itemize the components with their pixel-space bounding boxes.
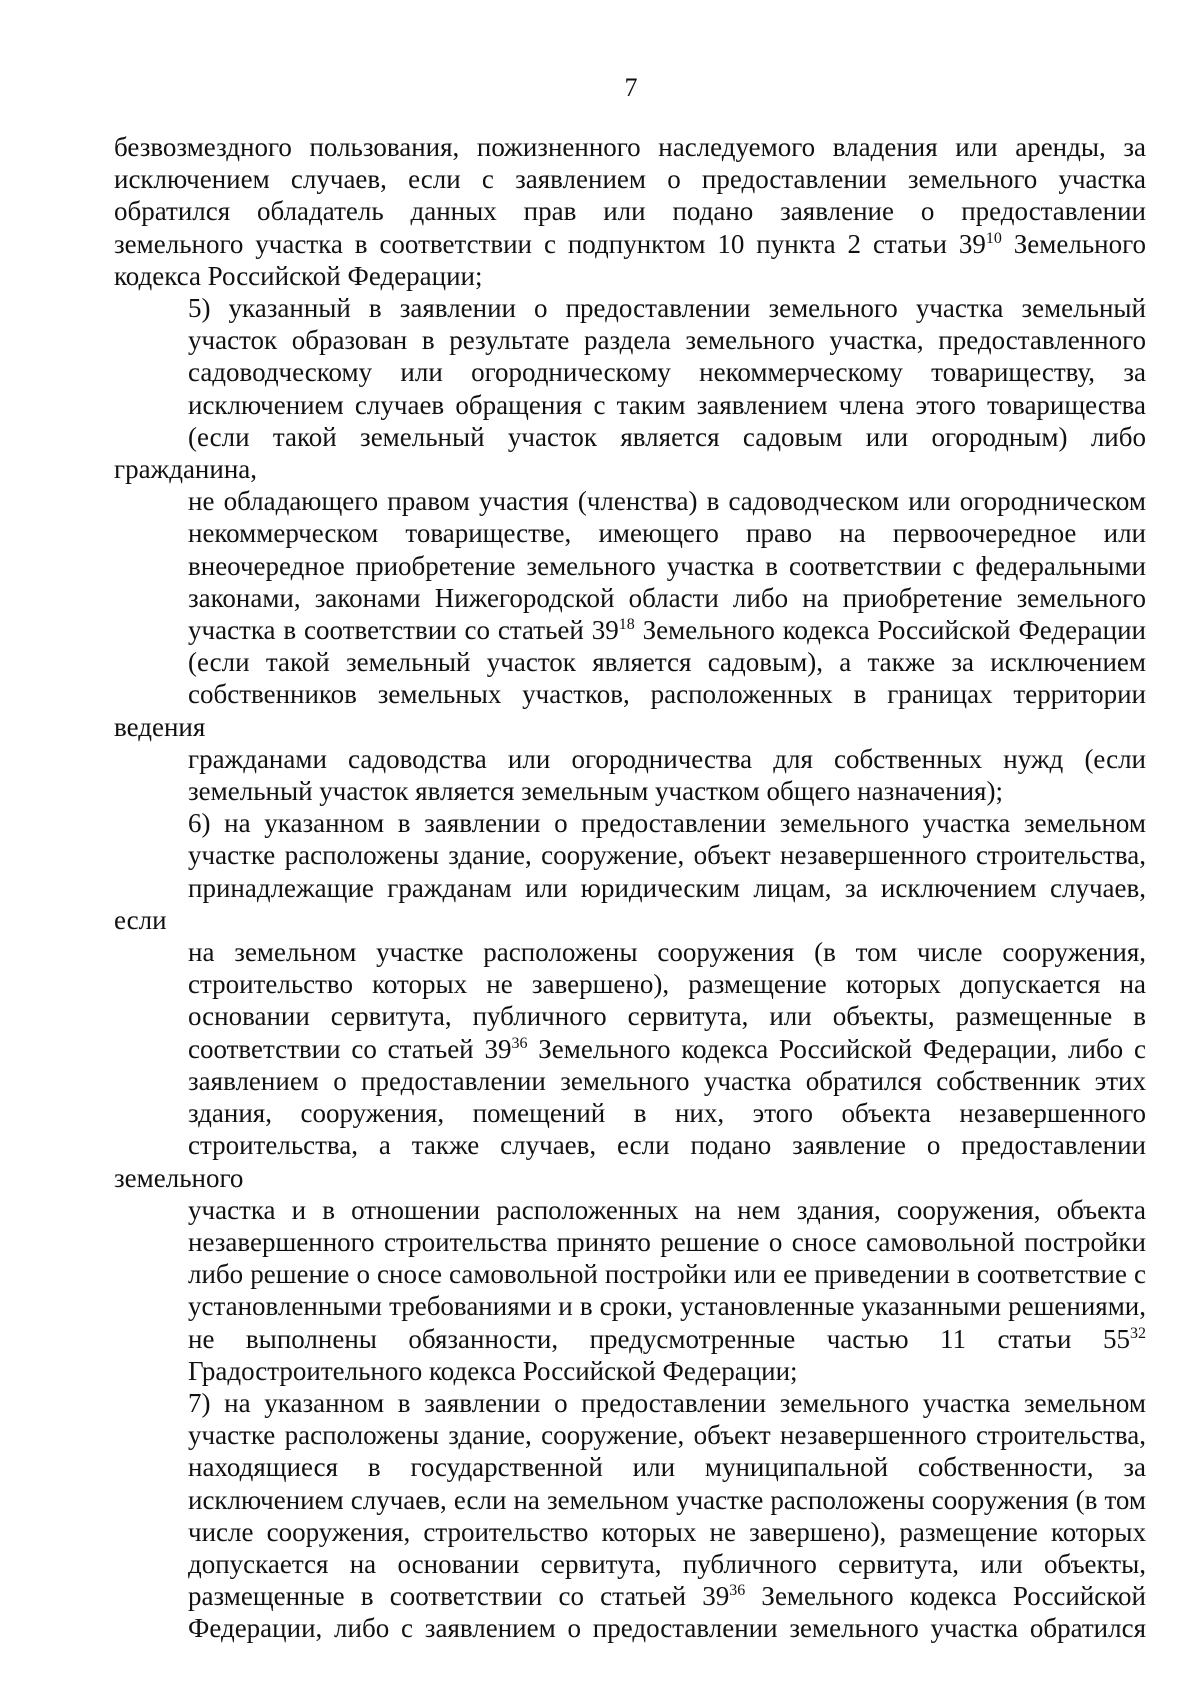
line-text: на земельном участке расположены сооружения (в том числе сооружения,	[188, 937, 1146, 968]
text-line	[114, 872, 1146, 936]
line-text: участка и в отношении расположенных на нем здания, сооружения, объекта	[188, 1194, 1146, 1225]
page-number: 7	[624, 73, 638, 102]
line-text: безвозмездного пользования, пожизненного наследуемого владения или аренды, за	[114, 132, 1146, 162]
text-line	[114, 1516, 1146, 1548]
line-text: участке расположены здание, сооружение, объект незавершенного строительства,	[188, 1420, 1146, 1451]
line-text: исключением случаев, если с заявлением о предоставлении земельного участка	[114, 164, 1146, 195]
text-line	[114, 1387, 1146, 1419]
text-line	[114, 163, 1146, 195]
document-body	[114, 131, 1146, 1645]
text-line	[114, 614, 1146, 646]
line-text: заявлением о предоставлении земельного участка обратился собственник этих	[188, 1065, 1146, 1096]
line-text: здания, сооружения, помещений в них, этого объекта незавершенного	[188, 1098, 1146, 1129]
text-line	[114, 1129, 1146, 1193]
text-line	[114, 839, 1146, 871]
superscript: 10	[985, 229, 1002, 247]
paragraph-4	[114, 1387, 1146, 1645]
line-text: участок образован в результате раздела земельного участка, предоставленного	[188, 325, 1146, 356]
line-text: (если такой земельный участок является садовым), а также за исключением	[188, 647, 1146, 678]
text-line	[114, 582, 1146, 614]
line-text: размещенные в соответствии со статьей 39	[188, 1581, 730, 1612]
text-line	[114, 1548, 1146, 1580]
text-line	[114, 968, 1146, 1000]
line-text: некоммерческом товариществе, имеющего право на первоочередное или	[188, 518, 1146, 549]
superscript: 36	[511, 1034, 528, 1052]
text-line	[114, 1290, 1146, 1322]
line-text: 7) на указанном в заявлении о предоставлении земельного участка земельном	[188, 1387, 1146, 1418]
text-line	[114, 743, 1146, 775]
paragraph-2	[114, 292, 1146, 807]
line-text: Земельного кодекса Российской Федерации, либо с	[527, 1033, 1146, 1064]
text-line	[114, 324, 1146, 356]
text-line	[114, 1580, 1146, 1612]
text-line	[114, 228, 1146, 260]
text-line	[114, 1000, 1146, 1032]
superscript: 18	[618, 616, 635, 634]
line-text: гражданами садоводства или огородничества для собственных нужд (если	[188, 743, 1146, 774]
line-text: соответствии со статьей 39	[188, 1033, 512, 1064]
text-line	[114, 1355, 1146, 1387]
line-text: земельный участок является земельным участком общего назначения);	[188, 776, 1003, 807]
line-text: (если такой земельный участок является садовым или огородным) либо гражданина,	[114, 421, 1146, 485]
text-line	[114, 131, 1146, 163]
line-text: собственников земельных участков, расположенных в границах территории ведения	[114, 679, 1146, 742]
text-line	[114, 1258, 1146, 1290]
line-text: Земельного кодекса Российской Федерации	[634, 615, 1146, 646]
text-line	[114, 678, 1146, 742]
line-text: Градостроительного кодекса Российской Федерации;	[188, 1355, 798, 1386]
text-line	[114, 1033, 1146, 1065]
line-text: незавершенного строительства принято решение о сносе самовольной постройки	[188, 1226, 1146, 1257]
text-line	[114, 485, 1146, 517]
text-line	[114, 775, 1146, 807]
line-text: исключением случаев, если на земельном участке расположены сооружения (в том	[188, 1484, 1146, 1515]
line-text: строительства, а также случаев, если подано заявление о предоставлении земельного	[114, 1130, 1146, 1193]
text-line	[114, 195, 1146, 227]
line-text: строительство которых не завершено), размещение которых допускается на	[188, 969, 1146, 1000]
paragraph-1	[114, 131, 1146, 292]
line-text: Федерации, либо с заявлением о предоставлении земельного участка обратился	[188, 1613, 1146, 1644]
text-line	[114, 356, 1146, 388]
line-text: 5) указанный в заявлении о предоставлении земельного участка земельный	[188, 293, 1146, 324]
text-line	[114, 1323, 1146, 1355]
line-text: не обладающего правом участия (членства) в садоводческом или огородническом	[188, 486, 1146, 517]
line-text: находящиеся в государственной или муниципальной собственности, за	[188, 1452, 1146, 1483]
line-text: законами, законами Нижегородской области либо на приобретение земельного	[188, 582, 1146, 613]
line-text: Земельного	[1001, 228, 1146, 259]
text-line	[114, 646, 1146, 678]
line-text: либо решение о сносе самовольной постройки или ее приведении в соответствие с	[188, 1259, 1146, 1290]
text-line	[114, 292, 1146, 324]
line-text: участка в соответствии со статьей 39	[188, 615, 619, 646]
paragraph-3	[114, 807, 1146, 1387]
line-text: кодекса Российской Федерации;	[114, 260, 483, 291]
line-text: обратился обладатель данных прав или подано заявление о предоставлении	[114, 196, 1146, 227]
line-text: участке расположены здание, сооружение, объект незавершенного строительства,	[188, 840, 1146, 871]
line-text: садоводческому или огородническому некоммерческому товариществу, за	[188, 357, 1146, 388]
text-line	[114, 1065, 1146, 1097]
text-line	[114, 1419, 1146, 1451]
line-text: внеочередное приобретение земельного участка в соответствии с федеральными	[188, 550, 1146, 581]
line-text: допускается на основании сервитута, публичного сервитута, или объекты,	[188, 1548, 1146, 1579]
line-text: Земельного кодекса Российской	[745, 1581, 1146, 1612]
text-line	[114, 1194, 1146, 1226]
text-line	[114, 1484, 1146, 1516]
superscript: 36	[729, 1582, 746, 1600]
text-line	[114, 1226, 1146, 1258]
line-text: установленными требованиями и в сроки, установленные указанными решениями,	[188, 1291, 1146, 1322]
text-line	[114, 421, 1146, 485]
text-line	[114, 1612, 1146, 1644]
superscript: 32	[1130, 1324, 1146, 1342]
line-text: исключением случаев обращения с таким заявлением члена этого товарищества	[188, 389, 1146, 420]
line-text: не выполнены обязанности, предусмотренные частью 11 статьи 55	[188, 1323, 1130, 1354]
text-line	[114, 807, 1146, 839]
text-line	[114, 550, 1146, 582]
text-line	[114, 1097, 1146, 1129]
text-line	[114, 517, 1146, 549]
line-text: основании сервитута, публичного сервитута, или объекты, размещенные в	[188, 1001, 1146, 1032]
text-line	[114, 936, 1146, 968]
line-text: земельного участка в соответствии с подпунктом 10 пункта 2 статьи 39	[114, 228, 986, 259]
line-text: принадлежащие гражданам или юридическим лицам, за исключением случаев, если	[114, 872, 1146, 935]
text-line	[114, 1451, 1146, 1483]
line-text: 6) на указанном в заявлении о предоставлении земельного участка земельном	[188, 808, 1146, 839]
text-line	[114, 389, 1146, 421]
line-text: числе сооружения, строительство которых не завершено), размещение которых	[188, 1516, 1146, 1547]
text-line	[114, 260, 1146, 292]
